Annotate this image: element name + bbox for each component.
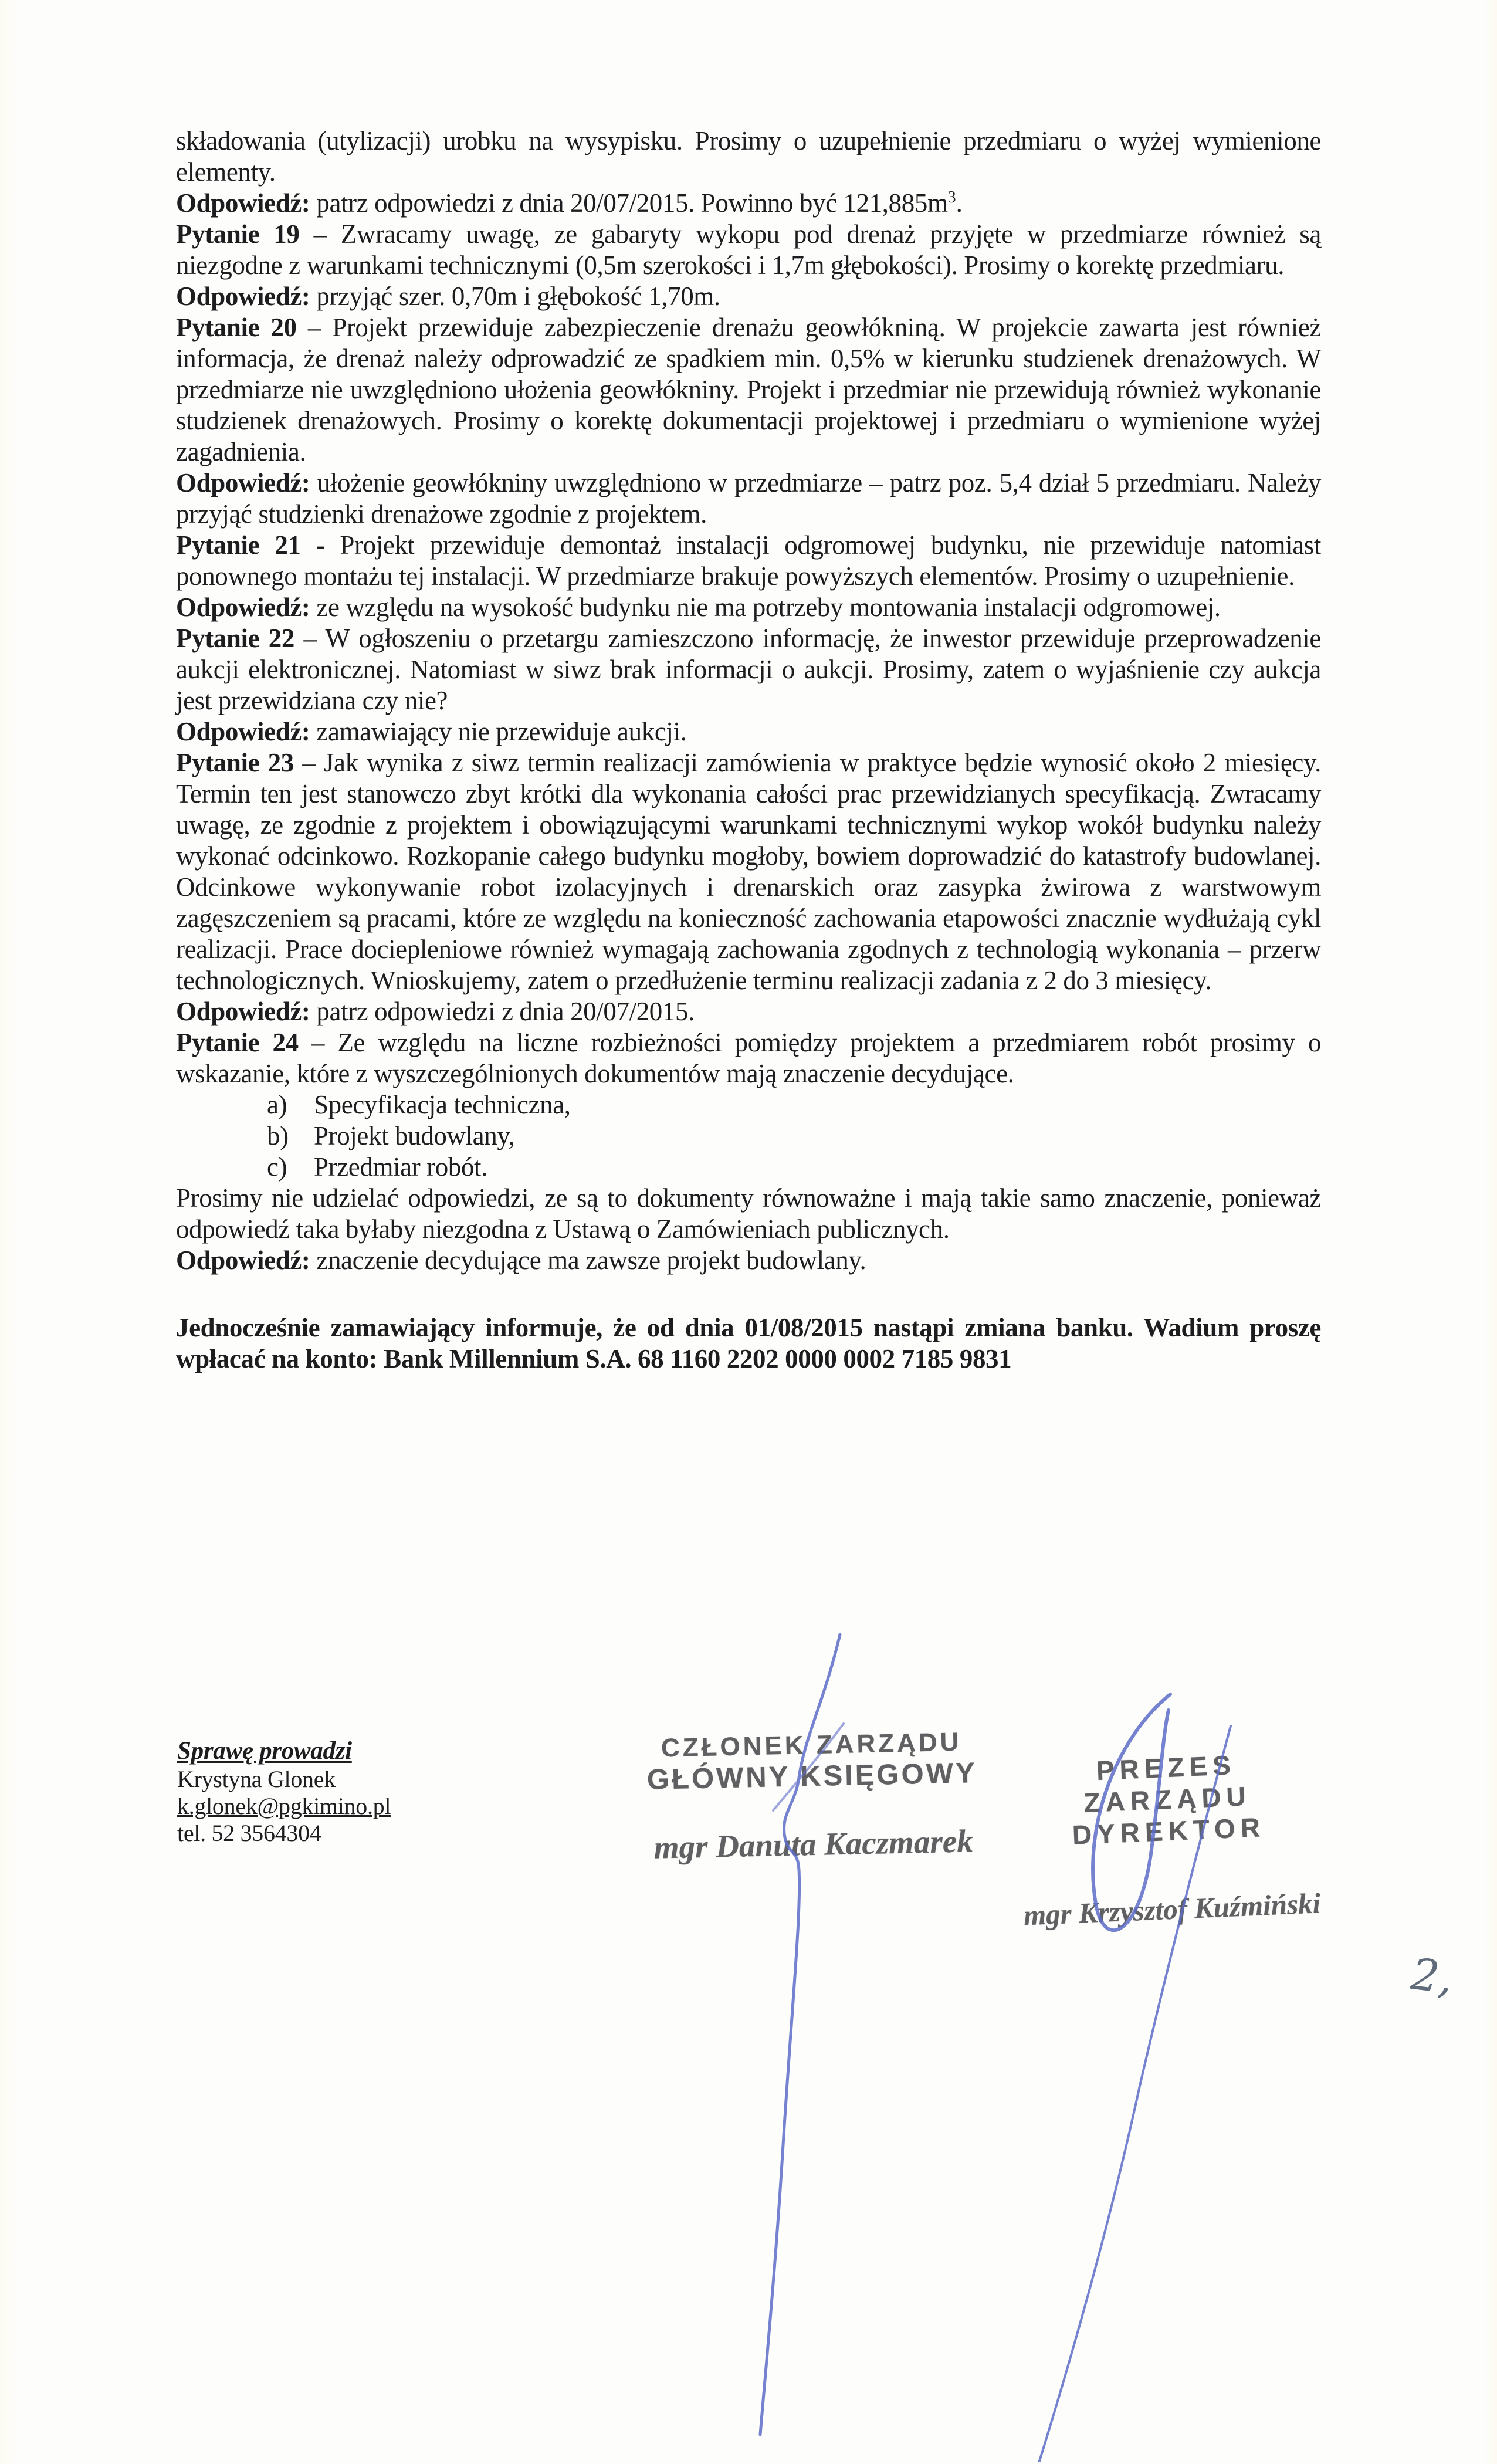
answer-text: zamawiający nie przewiduje aukcji. — [310, 717, 687, 746]
stamp-name-director: mgr Krzysztof Kuźmiński — [1022, 1887, 1322, 1932]
answer-22 — [176, 716, 1321, 747]
scan-edge-left — [0, 0, 20, 2464]
paragraph-request — [176, 1183, 1321, 1245]
question-label: Pytanie 24 — [176, 1028, 299, 1057]
contact-lead: Sprawę prowadzi — [177, 1737, 352, 1765]
question-21 — [176, 530, 1321, 592]
paragraph-continuation — [176, 126, 1321, 188]
list-marker: b) — [267, 1121, 289, 1150]
answer-18 — [176, 188, 1321, 219]
answer-label: Odpowiedź: — [176, 1245, 310, 1275]
contact-block — [177, 1738, 391, 1847]
chief-accountant-stamp — [629, 1727, 996, 1867]
list-item-c — [267, 1152, 1321, 1183]
list-text: Specyfikacja techniczna, — [314, 1090, 571, 1119]
answer-19 — [176, 281, 1321, 312]
answer-24 — [176, 1245, 1321, 1276]
answer-text: patrz odpowiedzi z dnia 20/07/2015. Powinno być 121,885m — [310, 188, 948, 218]
answer-text: patrz odpowiedzi z dnia 20/07/2015. — [310, 997, 695, 1026]
handwritten-page-number: 2, — [1408, 1949, 1456, 2004]
question-19 — [176, 219, 1321, 281]
list-text: Projekt budowlany, — [314, 1121, 515, 1150]
contact-phone: tel. 52 3564304 — [177, 1820, 321, 1846]
paragraph-text: Prosimy nie udzielać odpowiedzi, ze są to dokumenty równoważne i mają takie samo znaczenie, ponieważ odpowiedź taka byłaby niezgodna z Ustawą o Zamówieniach publicznych. — [176, 1183, 1321, 1244]
answer-23 — [176, 996, 1321, 1027]
question-text: – Jak wynika z siwz termin realizacji zamówienia w praktyce będzie wynosić około 2 miesięcy. Termin ten jest stanowczo zbyt krótki dla wykonania całości prac przewidzianych specyfikacją. Zwracamy uwagę, ze zgodnie z projektem i obowiązującymi warunkami technicznymi wykop wokół budynku należy wykonać odcinkowo. Rozkopanie całego budynku mogłoby, bowiem doprowadzić do katastrofy budowlanej. Odcinkowe wykonywanie robot izolacyjnych i drenarskich oraz zasypka żwirowa z warstwowym zagęszczeniem są pracami, które ze względu na konieczność zachowania etapowości znacznie wydłużają cykl realizacji. Prace dociepleniowe również wymagają zachowania zgodnych z technologią wykonania – przerw technologicznych. Wnioskujemy, zatem o przedłużenie terminu realizacji zadania z 2 do 3 miesięcy. — [176, 748, 1321, 995]
question-23 — [176, 747, 1321, 996]
question-22 — [176, 623, 1321, 716]
superscript-cubed: 3 — [947, 188, 956, 207]
stamp-title-line: GŁÓWNY KSIĘGOWY — [646, 1757, 978, 1796]
question-text: - Projekt przewiduje demontaż instalacji odgromowej budynku, nie przewiduje natomiast ponownego montażu tej instalacji. W przedmiarze brakuje powyższych elementów. Prosimy o uzupełnienie. — [176, 530, 1321, 591]
question-text: – Projekt przewiduje zabezpieczenie drenażu geowłókniną. W projekcie zawarta jest również informacja, że drenaż należy odprowadzić ze spadkiem min. 0,5% w kierunku studzienek drenażowych. W przedmiarze nie uwzględniono ułożenia geowłókniny. Projekt i przedmiar nie przewidują również wykonanie studzienek drenażowych. Prosimy o korektę dokumentacji projektowej i przedmiaru o wymienione wyżej zagadnienia. — [176, 313, 1321, 466]
list-item-a — [267, 1089, 1321, 1121]
stamp-title-line: DYREKTOR — [1071, 1812, 1266, 1850]
question-20 — [176, 312, 1321, 468]
bank-change-notice: Jednocześnie zamawiający informuje, że od dnia 01/08/2015 nastąpi zmiana banku. Wadium proszę wpłacać na konto: Bank Millennium S.A. 68 1160 2202 0000 0002 7185 9831 — [176, 1313, 1321, 1373]
director-stamp — [1010, 1745, 1328, 1932]
question-text: – Ze względu na liczne rozbieżności pomiędzy projektem a przedmiarem robót prosimy o wskazanie, które z wyszczególnionych dokumentów mają znaczenie decydujące. — [176, 1028, 1321, 1088]
answer-text-tail: . — [956, 188, 963, 218]
scan-edge-right — [1482, 0, 1497, 2464]
list-item-b — [267, 1121, 1321, 1152]
question-24 — [176, 1027, 1321, 1089]
answer-label: Odpowiedź: — [176, 997, 310, 1026]
document-body — [176, 126, 1321, 1375]
question-label: Pytanie 19 — [176, 219, 300, 249]
paragraph-text: składowania (utylizacji) urobku na wysypisku. Prosimy o uzupełnienie przedmiaru o wyżej wymienione elementy. — [176, 126, 1321, 187]
answer-20 — [176, 468, 1321, 530]
contact-name: Krystyna Glonek — [177, 1766, 336, 1792]
stamp-title-line: PREZES ZARZĄDU — [1083, 1749, 1252, 1819]
answer-label: Odpowiedź: — [176, 717, 310, 746]
answer-text: ze względu na wysokość budynku nie ma potrzeby montowania instalacji odgromowej. — [310, 593, 1221, 622]
question-text: – W ogłoszeniu o przetargu zamieszczono informację, że inwestor przewiduje przeprowadzenie aukcji elektronicznej. Natomiast w siwz brak informacji o aukcji. Prosimy, zatem o wyjaśnienie czy aukcja jest przewidziana czy nie? — [176, 624, 1321, 715]
answer-text: przyjąć szer. 0,70m i głębokość 1,70m. — [310, 282, 720, 311]
contact-email: k.glonek@pgkimino.pl — [177, 1793, 391, 1819]
answer-label: Odpowiedź: — [176, 593, 310, 622]
stamp-name-accountant: mgr Danuta Kaczmarek — [653, 1823, 974, 1866]
question-label: Pytanie 22 — [176, 624, 294, 653]
question-text: – Zwracamy uwagę, ze gabaryty wykopu pod drenaż przyjęte w przedmiarze również są niezgodne z warunkami technicznymi (0,5m szerokości i 1,7m głębokości). Prosimy o korektę przedmiaru. — [176, 219, 1321, 280]
answer-21 — [176, 592, 1321, 623]
answer-label: Odpowiedź: — [176, 188, 310, 218]
answer-text: znaczenie decydujące ma zawsze projekt budowlany. — [310, 1245, 866, 1275]
question-label: Pytanie 20 — [176, 313, 297, 342]
answer-text: ułożenie geowłókniny uwzględniono w przedmiarze – patrz poz. 5,4 dział 5 przedmiaru. Należy przyjąć studzienki drenażowe zgodnie z projektem. — [176, 468, 1321, 529]
answer-label: Odpowiedź: — [176, 468, 310, 497]
stamp-title-line: CZŁONEK ZARZĄDU — [661, 1727, 962, 1763]
question-label: Pytanie 23 — [176, 748, 294, 777]
answer-label: Odpowiedź: — [176, 282, 310, 311]
list-marker: c) — [267, 1152, 287, 1182]
question-label: Pytanie 21 — [176, 530, 301, 560]
list-text: Przedmiar robót. — [314, 1152, 488, 1182]
list-marker: a) — [267, 1090, 287, 1119]
